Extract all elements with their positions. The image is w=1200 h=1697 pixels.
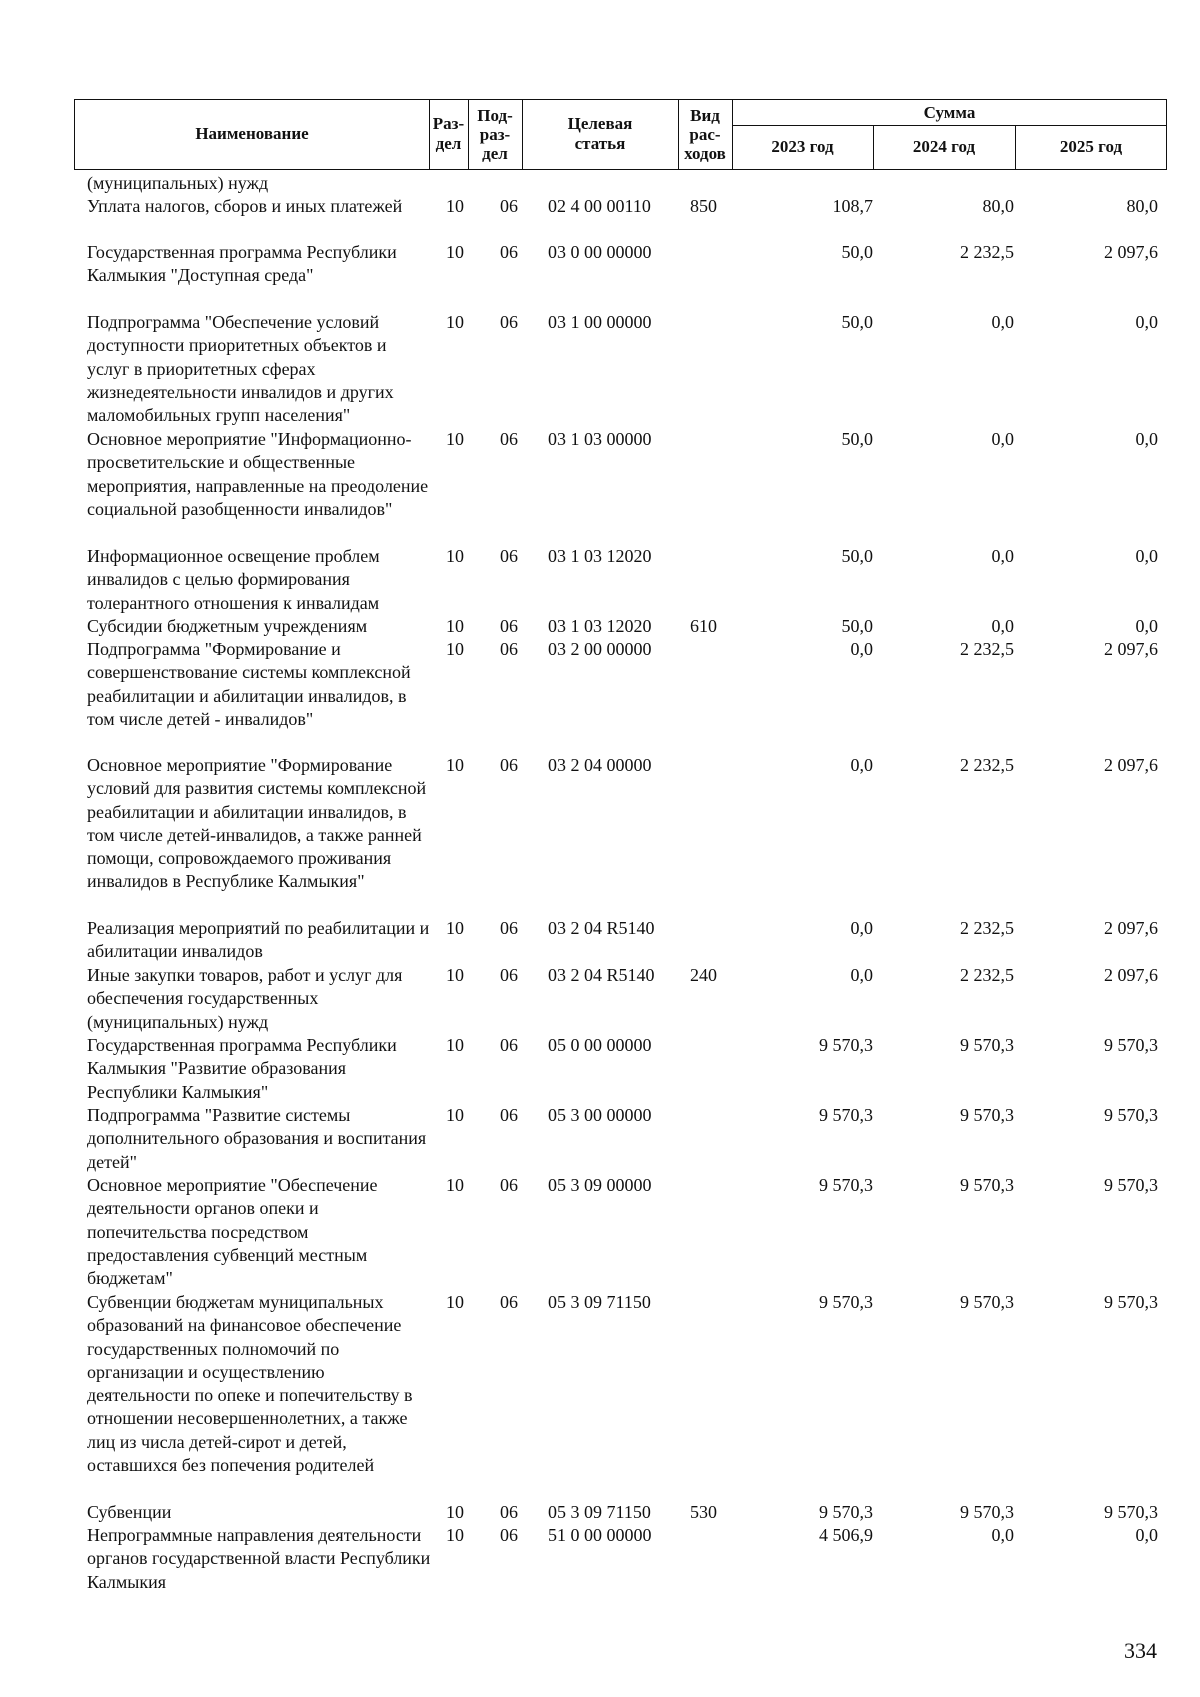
row-celevaya-statya: 05 3 09 71150	[548, 1502, 651, 1522]
row-razdel: 10	[446, 429, 464, 449]
row-razdel: 10	[446, 1175, 464, 1195]
row-razdel: 10	[446, 312, 464, 332]
row-celevaya-statya: 03 1 03 12020	[548, 546, 652, 566]
row-celevaya-statya: 02 4 00 00110	[548, 196, 651, 216]
row-razdel: 10	[446, 639, 464, 659]
row-razdel: 10	[446, 1502, 464, 1522]
row-sum-2024: 0,0	[991, 312, 1014, 332]
row-podrazdel: 06	[500, 546, 518, 566]
row-sum-2024: 0,0	[991, 546, 1014, 566]
row-sum-2024: 2 232,5	[960, 242, 1014, 262]
row-sum-2023: 0,0	[850, 918, 873, 938]
header-razdel: Раз- дел	[432, 114, 465, 153]
header-vid-rashodov: Вид рас- ходов	[684, 105, 726, 163]
row-razdel: 10	[446, 755, 464, 775]
row-sum-2025: 80,0	[1126, 196, 1158, 216]
row-celevaya-statya: 03 2 04 00000	[548, 755, 652, 775]
row-sum-2023: 9 570,3	[819, 1292, 873, 1312]
row-celevaya-statya: 03 2 00 00000	[548, 639, 652, 659]
row-celevaya-statya: 03 1 03 00000	[548, 429, 652, 449]
row-sum-2025: 0,0	[1135, 546, 1158, 566]
row-podrazdel: 06	[500, 755, 518, 775]
row-sum-2023: 50,0	[841, 242, 873, 262]
row-celevaya-statya: 03 2 04 R5140	[548, 965, 655, 985]
row-razdel: 10	[446, 242, 464, 262]
row-vid-rashodov: 240	[690, 965, 717, 985]
row-celevaya-statya: 03 0 00 00000	[548, 242, 652, 262]
row-sum-2023: 9 570,3	[819, 1175, 873, 1195]
row-sum-2023: 50,0	[841, 546, 873, 566]
row-sum-2025: 0,0	[1135, 312, 1158, 332]
row-sum-2025: 0,0	[1135, 429, 1158, 449]
row-sum-2023: 108,7	[832, 196, 873, 216]
row-razdel: 10	[446, 918, 464, 938]
row-sum-2024: 9 570,3	[960, 1035, 1014, 1055]
header-summa: Сумма	[923, 102, 976, 122]
row-celevaya-statya: 51 0 00 00000	[548, 1525, 652, 1545]
row-sum-2023: 9 570,3	[819, 1105, 873, 1125]
row-sum-2024: 0,0	[991, 616, 1014, 636]
row-sum-2024: 9 570,3	[960, 1175, 1014, 1195]
row-vid-rashodov: 530	[690, 1502, 717, 1522]
row-podrazdel: 06	[500, 639, 518, 659]
header-year-2023: 2023 год	[771, 137, 834, 156]
row-name: Основное мероприятие "Обеспечение деятельности органов опеки и попечительства посредством предоставления субвенций местным бюджетам"	[87, 1175, 378, 1289]
row-sum-2025: 2 097,6	[1104, 755, 1158, 775]
page-number: 334	[1124, 1638, 1157, 1663]
row-sum-2024: 80,0	[982, 196, 1014, 216]
row-name: Уплата налогов, сборов и иных платежей	[87, 196, 403, 216]
row-sum-2023: 50,0	[841, 616, 873, 636]
row-podrazdel: 06	[500, 616, 518, 636]
row-podrazdel: 06	[500, 1502, 518, 1522]
row-podrazdel: 06	[500, 1105, 518, 1125]
row-sum-2025: 9 570,3	[1104, 1175, 1158, 1195]
row-name: Основное мероприятие "Формирование условий для развития системы комплексной реабилитации и абилитации инвалидов, в том числе детей-инвалидов, а также ранней помощи, сопровождаемого проживания инвалидов в Республике Калмыкия"	[87, 755, 427, 892]
row-name: Информационное освещение проблем инвалидов с целью формирования толерантного отношения к инвалидам	[87, 546, 380, 613]
row-podrazdel: 06	[500, 965, 518, 985]
row-razdel: 10	[446, 616, 464, 636]
row-sum-2025: 2 097,6	[1104, 242, 1158, 262]
row-name: Подпрограмма "Формирование и совершенствование системы комплексной реабилитации и абилитации инвалидов, в том числе детей - инвалидов"	[87, 639, 411, 729]
row-sum-2025: 2 097,6	[1104, 639, 1158, 659]
row-celevaya-statya: 03 1 00 00000	[548, 312, 652, 332]
row-celevaya-statya: 05 3 09 71150	[548, 1292, 651, 1312]
row-razdel: 10	[446, 1105, 464, 1125]
header-podrazdel: Под- раз- дел	[477, 105, 513, 163]
header-year-2024: 2024 год	[912, 137, 976, 156]
row-sum-2024: 9 570,3	[960, 1502, 1014, 1522]
row-razdel: 10	[446, 965, 464, 985]
row-sum-2025: 2 097,6	[1104, 918, 1158, 938]
row-sum-2023: 0,0	[850, 755, 873, 775]
row-celevaya-statya: 05 3 09 00000	[548, 1175, 652, 1195]
row-podrazdel: 06	[500, 1292, 518, 1312]
row-sum-2024: 9 570,3	[960, 1105, 1014, 1125]
row-podrazdel: 06	[500, 1525, 518, 1545]
row-celevaya-statya: 03 2 04 R5140	[548, 918, 655, 938]
row-razdel: 10	[446, 546, 464, 566]
row-sum-2023: 50,0	[841, 312, 873, 332]
row-celevaya-statya: 05 3 00 00000	[548, 1105, 652, 1125]
row-name: Субсидии бюджетным учреждениям	[87, 616, 368, 636]
row-celevaya-statya: 05 0 00 00000	[548, 1035, 652, 1055]
row-name: Подпрограмма "Обеспечение условий доступности приоритетных объектов и услуг в приоритетных сферах жизнедеятельности инвалидов и других маломобильных групп населения"	[87, 312, 394, 426]
row-name: Основное мероприятие "Информационно-просветительские и общественные мероприятия, направленные на преодоление социальной разобщенности инвалидов"	[87, 429, 429, 519]
row-sum-2025: 9 570,3	[1104, 1035, 1158, 1055]
row-sum-2025: 0,0	[1135, 1525, 1158, 1545]
row-name: Субвенции бюджетам муниципальных образований на финансовое обеспечение государственных полномочий по организации и осуществлению деятельности по опеке и попечительству в отношении несовершеннолетних, а также лиц из числа детей-сирот и детей, оставшихся без попечения родителей	[87, 1292, 413, 1476]
row-sum-2023: 50,0	[841, 429, 873, 449]
row-razdel: 10	[446, 1035, 464, 1055]
row-sum-2025: 9 570,3	[1104, 1105, 1158, 1125]
row-razdel: 10	[446, 196, 464, 216]
row-podrazdel: 06	[500, 429, 518, 449]
header-name: Наименование	[195, 124, 309, 143]
row-podrazdel: 06	[500, 312, 518, 332]
row-podrazdel: 06	[500, 1035, 518, 1055]
row-celevaya-statya: 03 1 03 12020	[548, 616, 652, 636]
header-celevaya-statya: Целевая статья	[567, 114, 633, 153]
row-name: Государственная программа Республики Калмыкия "Развитие образования Республики Калмыкия"	[87, 1035, 397, 1102]
row-podrazdel: 06	[500, 1175, 518, 1195]
row-razdel: 10	[446, 1292, 464, 1312]
row-sum-2025: 2 097,6	[1104, 965, 1158, 985]
row-sum-2024: 2 232,5	[960, 918, 1014, 938]
row-sum-2023: 9 570,3	[819, 1502, 873, 1522]
row-sum-2023: 4 506,9	[819, 1525, 873, 1545]
row-name: Непрограммные направления деятельности органов государственной власти Республики Калмыкия	[87, 1525, 431, 1592]
row-sum-2024: 0,0	[991, 1525, 1014, 1545]
row-sum-2023: 0,0	[850, 965, 873, 985]
row-sum-2025: 9 570,3	[1104, 1502, 1158, 1522]
row-podrazdel: 06	[500, 918, 518, 938]
row-sum-2024: 0,0	[991, 429, 1014, 449]
row-sum-2023: 0,0	[850, 639, 873, 659]
row-podrazdel: 06	[500, 242, 518, 262]
row-razdel: 10	[446, 1525, 464, 1545]
row-sum-2025: 0,0	[1135, 616, 1158, 636]
header-year-2025: 2025 год	[1059, 137, 1123, 156]
row-name: Реализация мероприятий по реабилитации и абилитации инвалидов	[87, 918, 430, 962]
row-name: Субвенции	[87, 1502, 172, 1522]
row-vid-rashodov: 850	[690, 196, 717, 216]
row-sum-2024: 2 232,5	[960, 639, 1014, 659]
row-name: Иные закупки товаров, работ и услуг для обеспечения государственных (муниципальных) нужд	[87, 965, 403, 1032]
row-sum-2024: 2 232,5	[960, 965, 1014, 985]
row-podrazdel: 06	[500, 196, 518, 216]
row-vid-rashodov: 610	[690, 616, 717, 636]
row-sum-2023: 9 570,3	[819, 1035, 873, 1055]
row-sum-2024: 2 232,5	[960, 755, 1014, 775]
row-name: (муниципальных) нужд	[87, 173, 269, 193]
row-sum-2024: 9 570,3	[960, 1292, 1014, 1312]
row-name: Государственная программа Республики Калмыкия "Доступная среда"	[87, 242, 397, 286]
row-name: Подпрограмма "Развитие системы дополнительного образования и воспитания детей"	[87, 1105, 427, 1172]
row-sum-2025: 9 570,3	[1104, 1292, 1158, 1312]
